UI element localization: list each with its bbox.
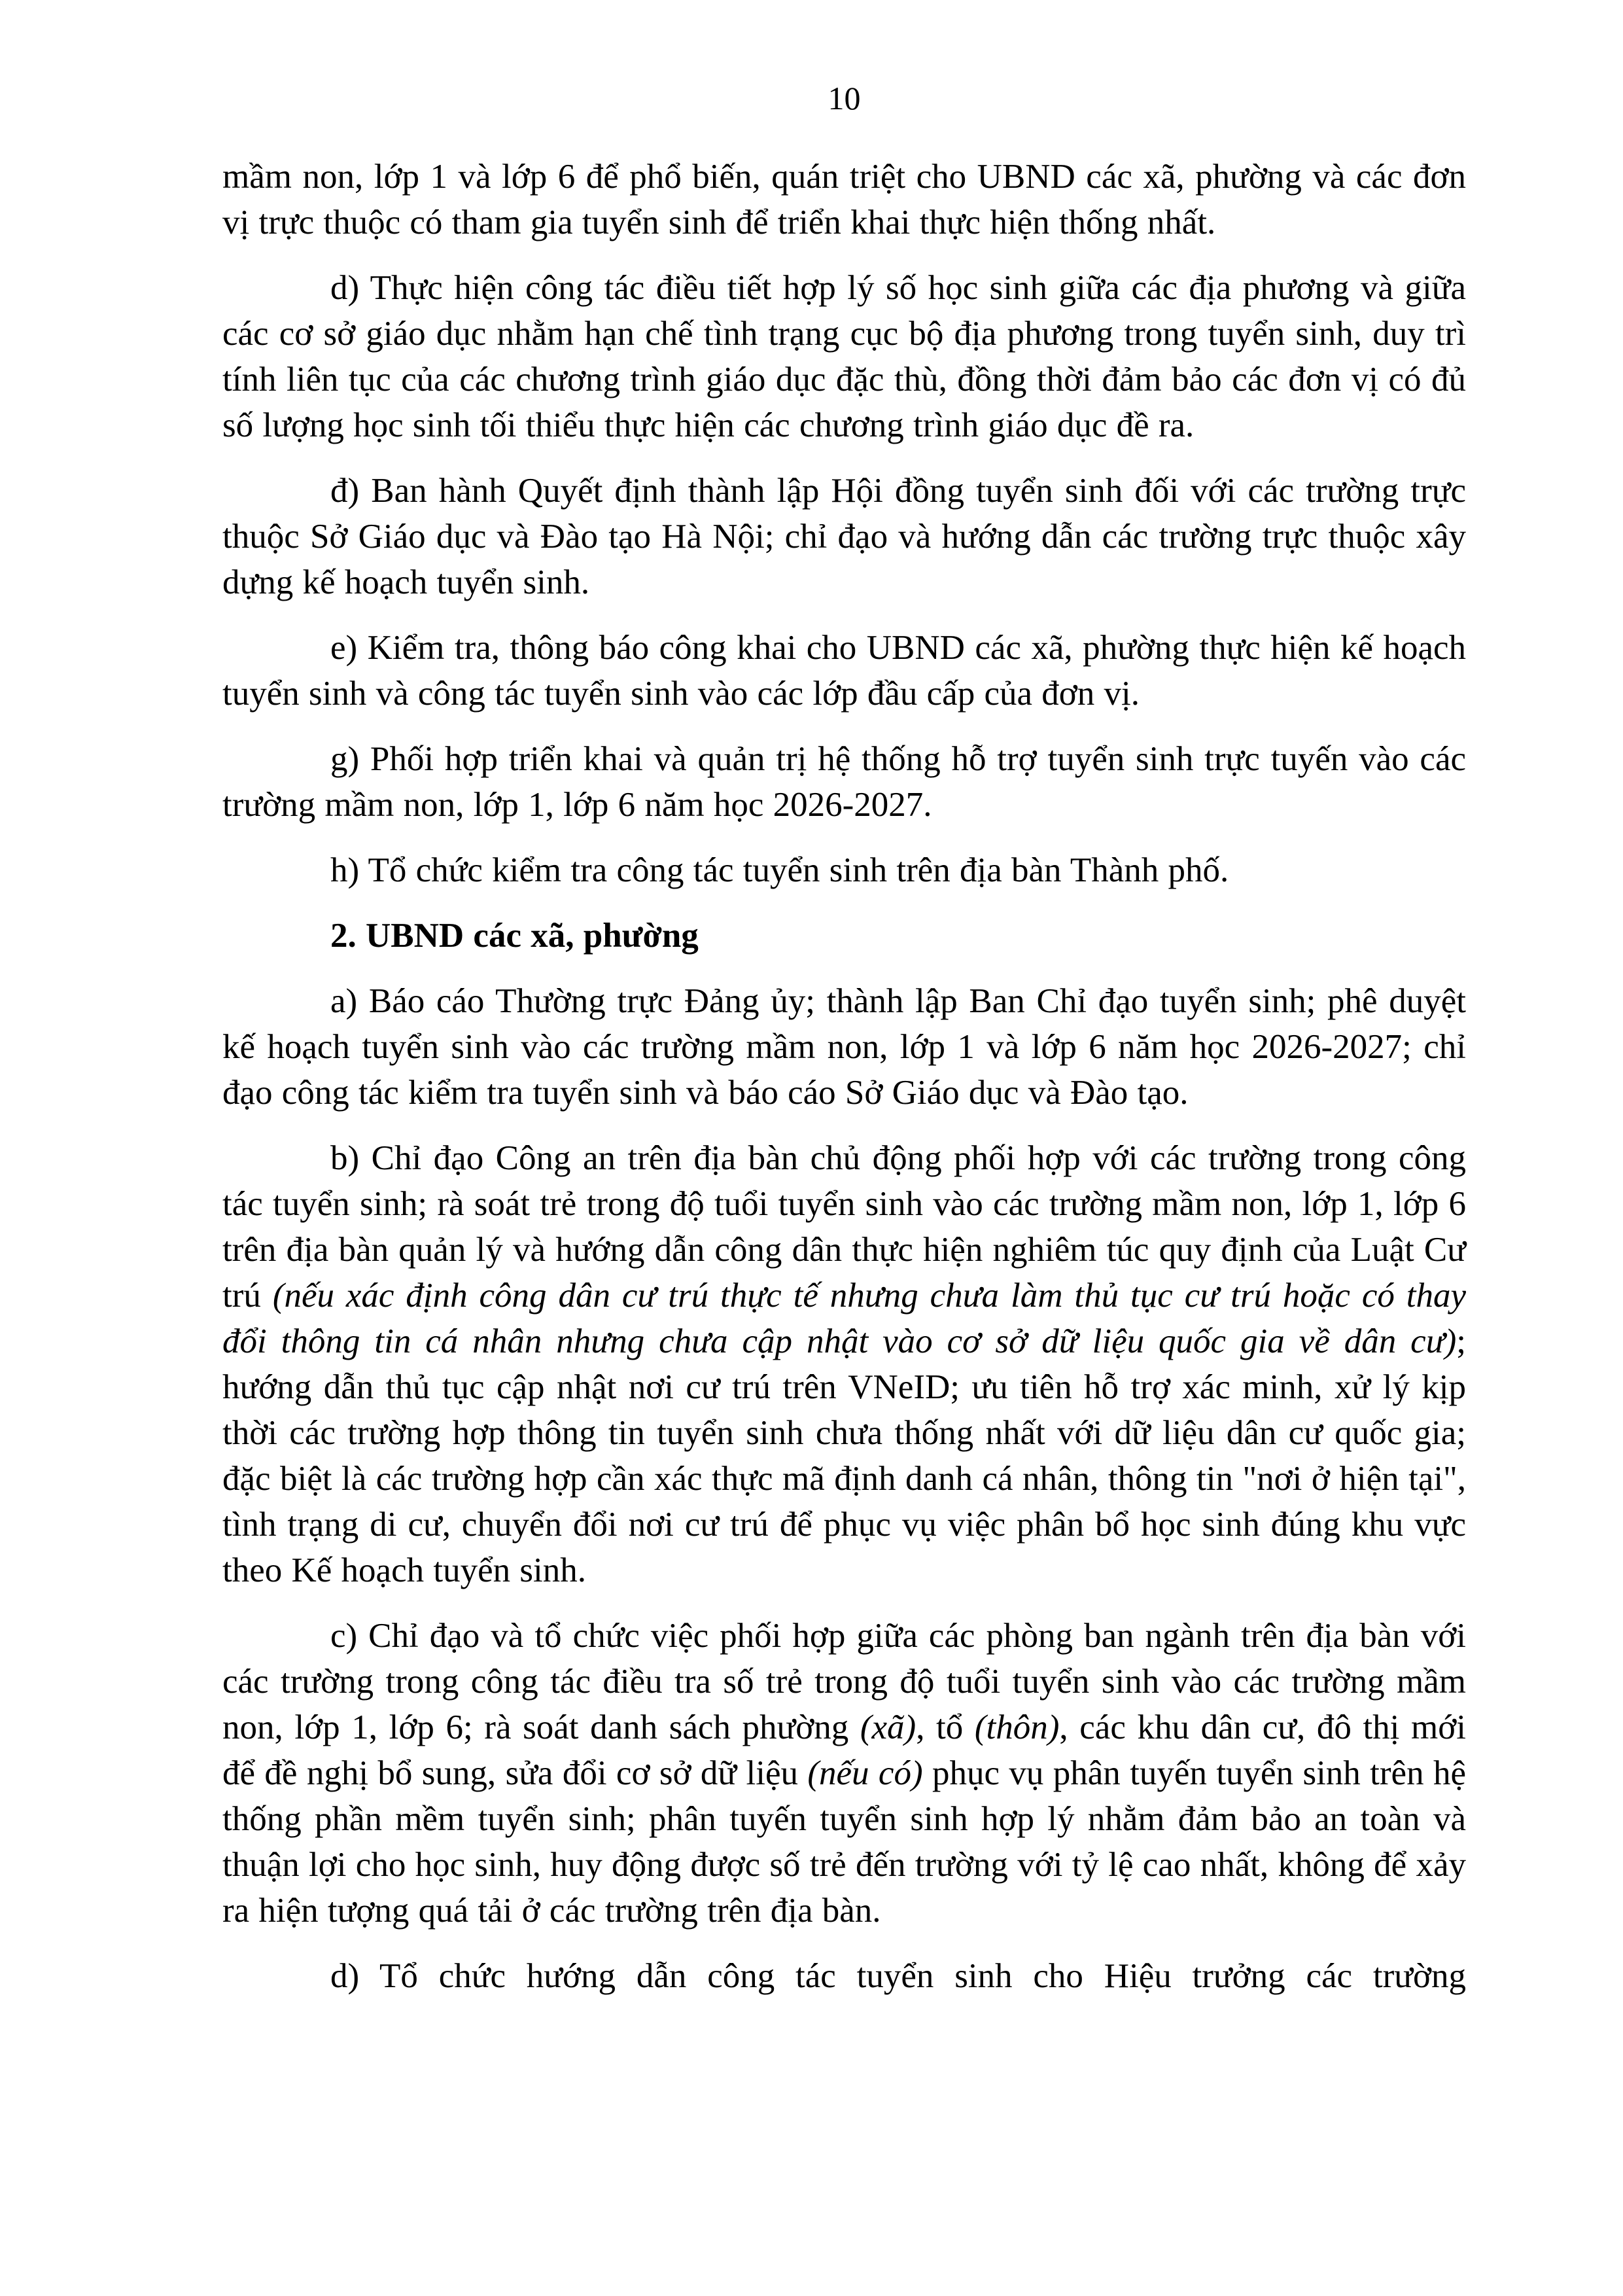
text-segment: e) Kiểm tra, thông báo công khai cho UBND các xã, phường thực hiện kế hoạch tuyển sinh và công tác tuyển sinh vào các lớp đầu cấp của đơn vị. — [222, 629, 1466, 713]
text-segment: c) Chỉ đạo và tổ chức việc phối hợp giữa các phòng ban ngành trên địa bàn với các trường trong công tác điều tra số trẻ trong độ tuổi tuyển sinh vào các trường mầm non, lớp 1, lớp 6; rà soát danh sách phường — [222, 1617, 1466, 1746]
text-segment: h) Tổ chức kiểm tra công tác tuyển sinh trên địa bàn Thành phố. — [330, 851, 1229, 889]
section-heading-2 — [222, 913, 1466, 959]
item-e — [222, 625, 1466, 716]
item-g — [222, 736, 1466, 828]
text-segment: ; hướng dẫn thủ tục cập nhật nơi cư trú trên VNeID; ưu tiên hỗ trợ xác minh, xử lý kịp thời các trường hợp thông tin tuyển sinh chưa thống nhất với dữ liệu dân cư quốc gia; đặc biệt là các trường hợp cần xác thực mã định danh cá nhân, thông tin "nơi ở hiện tại", tình trạng di cư, chuyển đổi nơi cư trú để phục vụ việc phân bổ học sinh đúng khu vực theo Kế hoạch tuyển sinh. — [222, 1322, 1466, 1589]
item-d — [222, 265, 1466, 448]
item-c — [222, 1613, 1466, 1934]
text-segment: (nếu xác định công dân cư trú thực tế nhưng chưa làm thủ tục cư trú hoặc có thay đổi thông tin cá nhân nhưng chưa cập nhật vào cơ sở dữ liệu quốc gia về dân cư) — [222, 1277, 1467, 1360]
text-segment: (xã) — [860, 1708, 916, 1746]
paragraph-continued — [222, 154, 1466, 245]
item-a — [222, 978, 1466, 1116]
text-segment: b) Chỉ đạo Công an trên địa bàn chủ động phối hợp với các trường trong công tác tuyển sinh; rà soát trẻ trong độ tuổi tuyển sinh vào các trường mầm non, lớp 1, lớp 6 trên địa bàn quản lý và hướng dẫn công dân thực hiện nghiêm túc quy định của Luật Cư trú — [222, 1139, 1466, 1315]
item-b — [222, 1135, 1466, 1593]
text-segment: a) Báo cáo Thường trực Đảng ủy; thành lập Ban Chỉ đạo tuyển sinh; phê duyệt kế hoạch tuyển sinh vào các trường mầm non, lớp 1 và lớp 6 năm học 2026-2027; chỉ đạo công tác kiểm tra tuyển sinh và báo cáo Sở Giáo dục và Đào tạo. — [222, 982, 1466, 1112]
text-segment: 2. UBND các xã, phường — [330, 917, 699, 955]
item-d2 — [222, 1953, 1466, 1999]
text-segment: đ) Ban hành Quyết định thành lập Hội đồng tuyển sinh đối với các trường trực thuộc Sở Giáo dục và Đào tạo Hà Nội; chỉ đạo và hướng dẫn các trường trực thuộc xây dựng kế hoạch tuyển sinh. — [222, 472, 1466, 601]
text-segment: (nếu có) — [807, 1754, 923, 1792]
text-segment: (thôn) — [974, 1708, 1060, 1746]
document-body — [222, 154, 1466, 1999]
text-segment: , các khu dân cư, đô thị mới để đề nghị bổ sung, sửa đổi cơ sở dữ liệu — [222, 1708, 1466, 1792]
text-segment: d) Tổ chức hướng dẫn công tác tuyển sinh cho Hiệu trưởng các trường — [330, 1957, 1466, 1995]
item-dd — [222, 468, 1466, 605]
text-segment: g) Phối hợp triển khai và quản trị hệ thống hỗ trợ tuyển sinh trực tuyến vào các trường mầm non, lớp 1, lớp 6 năm học 2026-2027. — [222, 740, 1466, 824]
item-h — [222, 847, 1466, 893]
page-number: 10 — [828, 80, 861, 116]
text-segment: phục vụ phân tuyến tuyển sinh trên hệ thống phần mềm tuyển sinh; phân tuyến tuyển sinh hợp lý nhằm đảm bảo an toàn và thuận lợi cho học sinh, huy động được số trẻ đến trường với tỷ lệ cao nhất, không để xảy ra hiện tượng quá tải ở các trường trên địa bàn. — [222, 1754, 1466, 1930]
text-segment: mầm non, lớp 1 và lớp 6 để phổ biến, quán triệt cho UBND các xã, phường và các đơn vị trực thuộc có tham gia tuyển sinh để triển khai thực hiện thống nhất. — [222, 158, 1466, 241]
text-segment: , tổ — [916, 1708, 975, 1746]
text-segment: d) Thực hiện công tác điều tiết hợp lý số học sinh giữa các địa phương và giữa các cơ sở giáo dục nhằm hạn chế tình trạng cục bộ địa phương trong tuyển sinh, duy trì tính liên tục của các chương trình giáo dục đặc thù, đồng thời đảm bảo các đơn vị có đủ số lượng học sinh tối thiểu thực hiện các chương trình giáo dục đề ra. — [222, 269, 1466, 444]
